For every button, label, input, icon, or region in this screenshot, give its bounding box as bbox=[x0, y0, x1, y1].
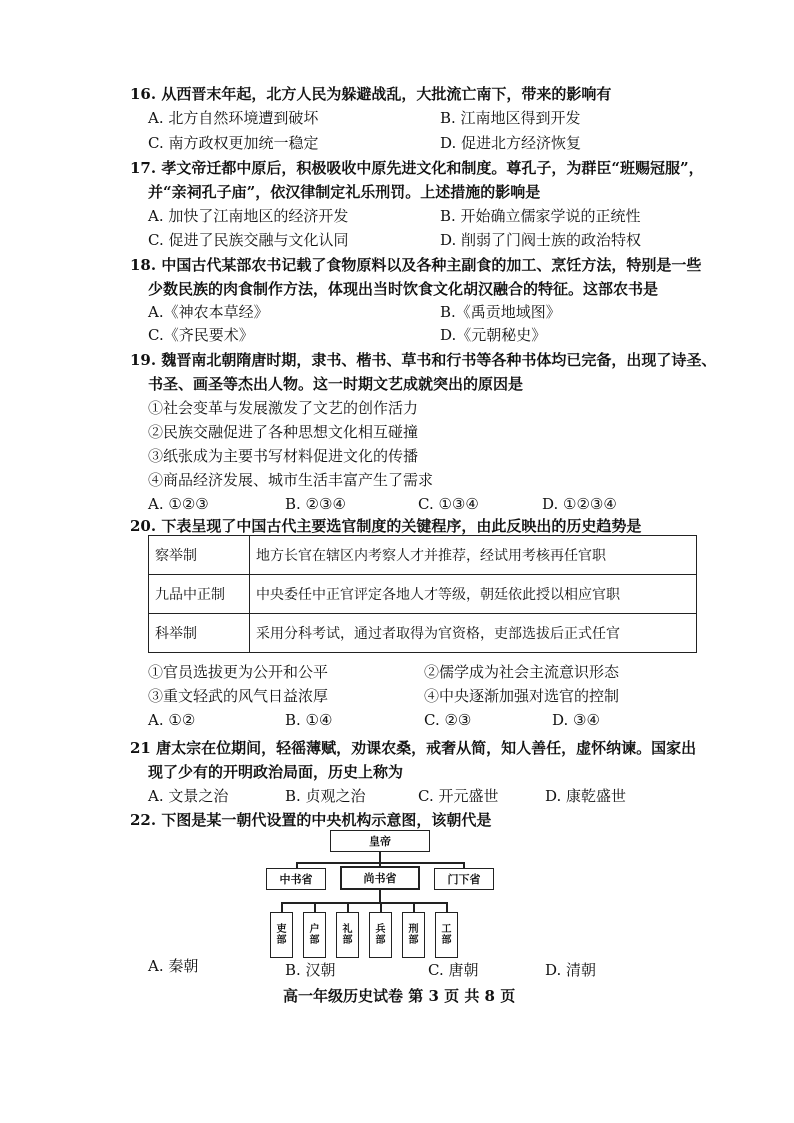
dept-box-li-personnel: 吏部 bbox=[270, 912, 293, 958]
q20-option-b: B. ①④ bbox=[285, 711, 333, 729]
system-name-cell: 科举制 bbox=[149, 614, 250, 653]
q19-statement-1: ①社会变革与发展激发了文艺的创作活力 bbox=[148, 399, 419, 417]
dept-box-li-rites: 礼部 bbox=[336, 912, 359, 958]
q17-option-a: A. 加快了江南地区的经济开发 bbox=[148, 207, 349, 225]
shangshu-sheng-box: 尚书省 bbox=[340, 866, 420, 890]
q19-option-c: C. ①③④ bbox=[418, 495, 479, 513]
q20-statement-4: ④中央逐渐加强对选官的控制 bbox=[424, 687, 620, 705]
zhongshu-sheng-box: 中书省 bbox=[266, 868, 326, 890]
q21-option-b: B. 贞观之治 bbox=[285, 787, 366, 805]
emperor-box: 皇帝 bbox=[330, 830, 430, 852]
q21-stem-line2: 现了少有的开明政治局面，历史上称为 bbox=[148, 763, 404, 781]
q20-statement-2: ②儒学成为社会主流意识形态 bbox=[424, 663, 620, 681]
table-row bbox=[149, 614, 697, 653]
q22-option-b: B. 汉朝 bbox=[285, 961, 336, 979]
dept-box-bing: 兵部 bbox=[369, 912, 392, 958]
q20-statement-1: ①官员选拔更为公开和公平 bbox=[148, 663, 329, 681]
system-name-cell: 察举制 bbox=[149, 536, 250, 575]
q20-stem: 20. 下表呈现了中国古代主要选官制度的关键程序，由此反映出的历史趋势是 bbox=[130, 517, 642, 535]
q20-option-d: D. ③④ bbox=[552, 711, 600, 729]
q18-stem-line2: 少数民族的肉食制作方法，体现出当时饮食文化胡汉融合的特征。这部农书是 bbox=[148, 280, 659, 298]
q19-stem-line2: 书圣、画圣等杰出人物。这一时期文艺成就突出的原因是 bbox=[148, 375, 524, 393]
q21-option-d: D. 康乾盛世 bbox=[545, 787, 627, 805]
menxia-sheng-box: 门下省 bbox=[434, 868, 494, 890]
selection-system-table bbox=[148, 535, 697, 653]
q16-option-a: A. 北方自然环境遭到破坏 bbox=[148, 109, 319, 127]
q18-option-a: A.《神农本草经》 bbox=[148, 303, 269, 321]
q18-option-c: C.《齐民要术》 bbox=[148, 326, 254, 344]
q22-option-a: A. 秦朝 bbox=[148, 957, 199, 975]
q21-stem-line1: 21 唐太宗在位期间，轻徭薄赋，劝课农桑，戒奢从简，知人善任，虚怀纳谏。国家出 bbox=[130, 739, 697, 757]
q19-statement-2: ②民族交融促进了各种思想文化相互碰撞 bbox=[148, 423, 419, 441]
q17-stem-line1: 17. 孝文帝迁都中原后，积极吸收中原先进文化和制度。尊孔子，为群臣“班赐冠服”， bbox=[130, 159, 704, 177]
q16-option-c: C. 南方政权更加统一稳定 bbox=[148, 134, 319, 152]
q16-option-b: B. 江南地区得到开发 bbox=[440, 109, 581, 127]
q19-option-d: D. ①②③④ bbox=[542, 495, 617, 513]
q22-option-c: C. 唐朝 bbox=[428, 961, 479, 979]
system-desc-cell: 中央委任中正官评定各地人才等级，朝廷依此授以相应官职 bbox=[250, 575, 697, 614]
q20-option-a: A. ①② bbox=[148, 711, 196, 729]
q22-option-d: D. 清朝 bbox=[545, 961, 597, 979]
q19-option-b: B. ②③④ bbox=[285, 495, 346, 513]
table-row bbox=[149, 575, 697, 614]
q21-option-a: A. 文景之治 bbox=[148, 787, 229, 805]
q16-stem: 16. 从西晋末年起，北方人民为躲避战乱，大批流亡南下，带来的影响有 bbox=[130, 85, 612, 103]
q19-option-a: A. ①②③ bbox=[148, 495, 209, 513]
page-footer: 高一年级历史试卷 第 3 页 共 8 页 bbox=[283, 987, 516, 1005]
q21-option-c: C. 开元盛世 bbox=[418, 787, 499, 805]
q18-stem-line1: 18. 中国古代某部农书记载了食物原料以及各种主副食的加工、烹饪方法，特别是一些 bbox=[130, 256, 702, 274]
q18-option-b: B.《禹贡地域图》 bbox=[440, 303, 561, 321]
q19-statement-3: ③纸张成为主要书写材料促进文化的传播 bbox=[148, 447, 419, 465]
q17-option-c: C. 促进了民族交融与文化认同 bbox=[148, 231, 349, 249]
q20-statement-3: ③重文轻武的风气日益浓厚 bbox=[148, 687, 329, 705]
q19-stem-line1: 19. 魏晋南北朝隋唐时期，隶书、楷书、草书和行书等各种书体均已完备，出现了诗圣、 bbox=[130, 351, 717, 369]
dept-box-gong: 工部 bbox=[435, 912, 458, 958]
dept-box-hu: 户部 bbox=[303, 912, 326, 958]
q20-option-c: C. ②③ bbox=[424, 711, 472, 729]
q16-option-d: D. 促进北方经济恢复 bbox=[440, 134, 582, 152]
q19-statement-4: ④商品经济发展、城市生活丰富产生了需求 bbox=[148, 471, 434, 489]
q18-option-d: D.《元朝秘史》 bbox=[440, 326, 547, 344]
q17-stem-line2: 并“亲祠孔子庙”，依汉律制定礼乐刑罚。上述措施的影响是 bbox=[148, 183, 541, 201]
system-name-cell: 九品中正制 bbox=[149, 575, 250, 614]
q17-option-d: D. 削弱了门阀士族的政治特权 bbox=[440, 231, 642, 249]
system-desc-cell: 地方长官在辖区内考察人才并推荐，经试用考核再任官职 bbox=[250, 536, 697, 575]
q17-option-b: B. 开始确立儒家学说的正统性 bbox=[440, 207, 641, 225]
dept-box-xing: 刑部 bbox=[402, 912, 425, 958]
system-desc-cell: 采用分科考试，通过者取得为官资格，吏部选拔后正式任官 bbox=[250, 614, 697, 653]
table-row bbox=[149, 536, 697, 575]
q22-stem: 22. 下图是某一朝代设置的中央机构示意图，该朝代是 bbox=[130, 811, 492, 829]
